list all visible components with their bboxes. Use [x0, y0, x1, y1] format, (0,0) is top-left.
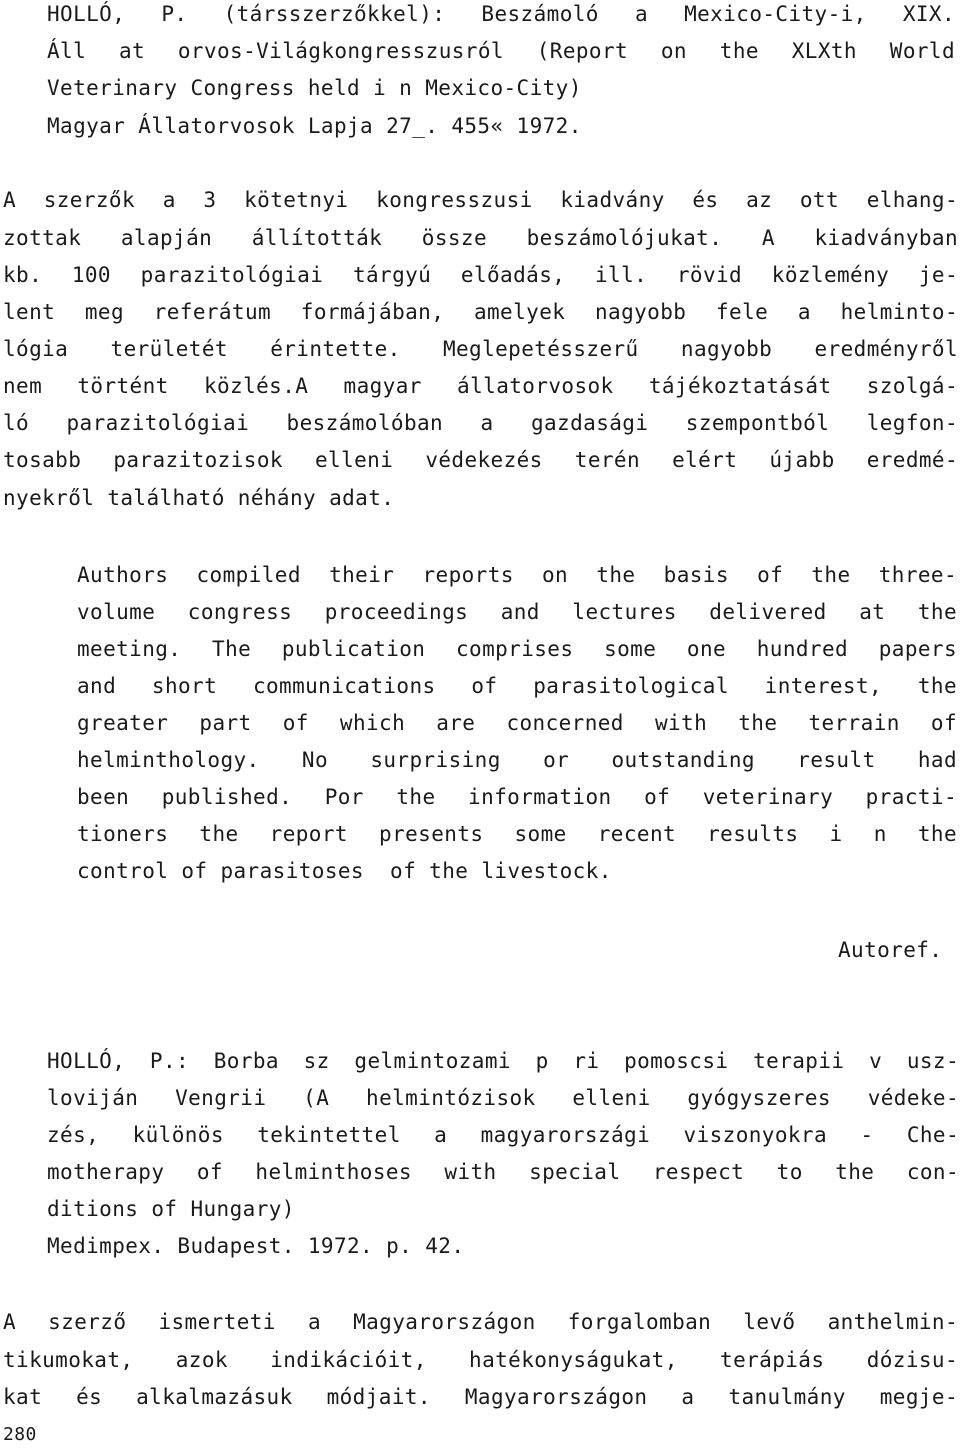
entry1-en-abstract-line-5: greater part of which are concerned with the terrain of [77, 711, 957, 735]
entry2-citation-line-6: Medimpex. Budapest. 1972. p. 42. [47, 1234, 465, 1258]
entry1-hu-abstract-line-1: A szerzők a 3 kötetnyi kongresszusi kiadvány és az ott elhang- [3, 188, 958, 212]
entry1-hu-abstract-line-7: ló parazitológiai beszámolóban a gazdasági szempontból legfon- [3, 411, 958, 435]
entry1-en-abstract-line-3: meeting. The publication comprises some one hundred papers [77, 637, 957, 661]
entry1-citation-line-4: Magyar Állatorvosok Lapja 27_. 455« 1972. [47, 114, 582, 138]
entry1-hu-abstract-line-4: lent meg referátum formájában, amelyek nagyobb fele a helminto- [3, 300, 958, 324]
entry2-citation-line-2: loviján Vengrii (A helmintózisok elleni gyógyszeres védeke- [47, 1086, 959, 1110]
entry1-citation-line-3: Veterinary Congress held i n Mexico-City) [47, 76, 582, 100]
entry1-hu-abstract-line-9: nyekről található néhány adat. [3, 486, 395, 510]
entry2-hu-abstract-line-2: tikumokat, azok indikációit, hatékonyságukat, terápiás dózisu- [3, 1348, 958, 1372]
entry1-citation-line-1: HOLLÓ, P. (társszerzőkkel): Beszámoló a Mexico-City-i, XIX. [47, 2, 955, 26]
page-number: 280 [3, 1424, 37, 1445]
entry1-citation-line-2: Áll at orvos-Világkongresszusról (Report on the XLXth World [47, 39, 955, 63]
entry1-en-abstract-line-4: and short communications of parasitological interest, the [77, 674, 957, 698]
entry1-en-abstract-line-6: helminthology. No surprising or outstanding result had [77, 748, 957, 772]
entry1-hu-abstract-line-2: zottak alapján állították össze beszámolójukat. A kiadványban [3, 226, 958, 250]
entry2-citation-line-4: motherapy of helminthoses with special respect to the con- [47, 1160, 959, 1184]
entry1-hu-abstract-line-3: kb. 100 parazitológiai tárgyú előadás, ill. rövid közlemény je- [3, 263, 958, 287]
entry1-en-abstract-line-2: volume congress proceedings and lectures delivered at the [77, 600, 957, 624]
entry1-en-abstract-line-8: tioners the report presents some recent results i n the [77, 822, 957, 846]
entry1-hu-abstract-line-8: tosabb parazitozisok elleni védekezés terén elért újabb eredmé- [3, 448, 958, 472]
entry1-signature: Autoref. [838, 938, 943, 962]
entry2-citation-line-1: HOLLÓ, P.: Borba sz gelmintozami p ri pomoscsi terapii v usz- [47, 1049, 959, 1073]
entry2-hu-abstract-line-3: kat és alkalmazásuk módjait. Magyarországon a tanulmány megje- [3, 1385, 958, 1409]
entry1-hu-abstract-line-5: lógia területét érintette. Meglepetésszerű nagyobb eredményről [3, 337, 958, 361]
entry1-en-abstract-line-1: Authors compiled their reports on the basis of the three- [77, 563, 957, 587]
entry2-hu-abstract-line-1: A szerző ismerteti a Magyarországon forgalomban levő anthelmin- [3, 1310, 958, 1334]
entry2-citation-line-5: ditions of Hungary) [47, 1197, 295, 1221]
entry2-citation-line-3: zés, különös tekintettel a magyarországi viszonyokra - Che- [47, 1123, 959, 1147]
entry1-hu-abstract-line-6: nem történt közlés.A magyar állatorvosok tájékoztatását szolgá- [3, 374, 958, 398]
entry1-en-abstract-line-7: been published. Por the information of veterinary practi- [77, 785, 957, 809]
entry1-en-abstract-line-9: control of parasitoses of the livestock. [77, 859, 612, 883]
